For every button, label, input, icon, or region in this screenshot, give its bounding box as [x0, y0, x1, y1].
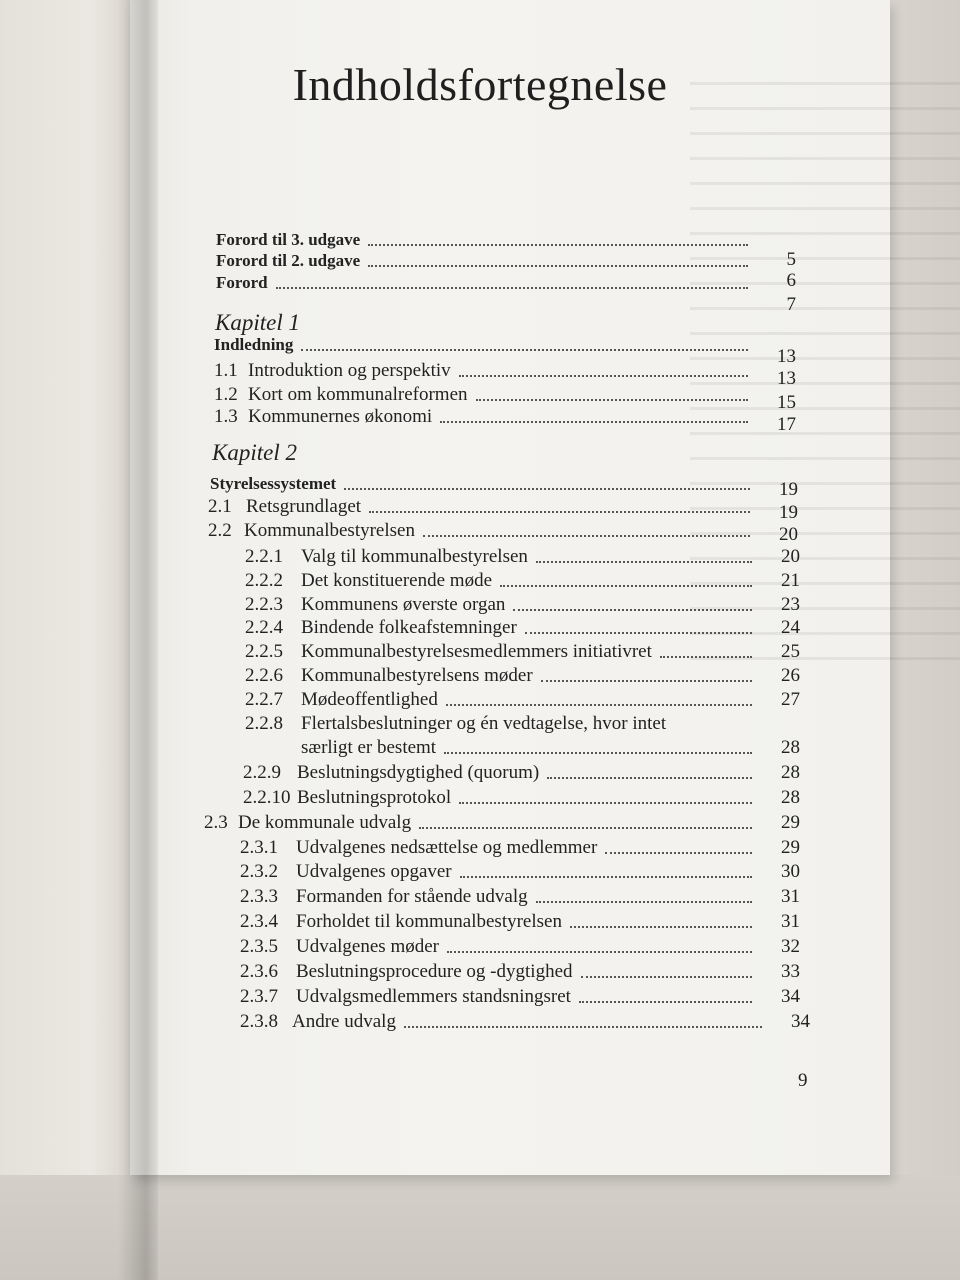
toc-entry-page: 25	[781, 641, 800, 662]
leader-dots	[368, 244, 748, 246]
toc-entry-number: 2.2.10	[243, 787, 291, 808]
page-title: Indholdsfortegnelse	[292, 59, 668, 110]
toc-entry-number: 2.2.2	[245, 570, 283, 591]
toc-entry-page: 28	[781, 762, 800, 783]
leader-dots	[344, 488, 750, 490]
toc-entry-title: Mødeoffentlighed	[301, 689, 438, 710]
toc-entry-page: 20	[781, 546, 800, 567]
toc-entry	[243, 762, 800, 784]
toc-entry-multiline-first	[245, 713, 666, 735]
toc-entry	[240, 1011, 810, 1033]
toc-entry	[240, 986, 800, 1008]
toc-entry	[245, 594, 800, 616]
toc-entry-page: 24	[781, 617, 800, 638]
leader-dots	[404, 1026, 762, 1028]
toc-entry-title: Forholdet til kommunalbestyrelsen	[296, 911, 562, 932]
toc-entry	[214, 406, 796, 435]
toc-entry-title: Forord til 3. udgave	[216, 230, 361, 249]
toc-entry	[240, 837, 800, 859]
toc-entry-number: 2.2.1	[245, 546, 283, 567]
leader-dots	[369, 511, 750, 513]
page-number: 9	[798, 1070, 808, 1091]
toc-entry-page: 29	[781, 837, 800, 858]
leader-dots	[500, 585, 752, 587]
book-gutter-shadow	[118, 0, 158, 1280]
leader-dots	[459, 375, 748, 377]
toc-entry-page: 15	[777, 392, 796, 413]
toc-entry-page: 28	[781, 787, 800, 808]
toc-entry	[240, 861, 800, 883]
toc-entry-number: 2.3.5	[240, 936, 278, 957]
toc-entry-title: Introduktion og perspektiv	[248, 360, 451, 381]
toc-entry-title: Kommunens øverste organ	[301, 594, 506, 615]
toc-entry-number: 2.2.8	[245, 713, 283, 734]
toc-entry-page: 31	[781, 886, 800, 907]
toc-entry-page: 21	[781, 570, 800, 591]
toc-entry	[240, 961, 800, 983]
toc-entry-title: Udvalgenes opgaver	[296, 861, 452, 882]
toc-entry-title: Kommunalbestyrelsen	[244, 520, 415, 541]
toc-entry-number: 2.1	[208, 496, 232, 517]
toc-entry	[208, 496, 798, 523]
toc-entry-title: Andre udvalg	[292, 1011, 396, 1032]
toc-entry-page: 17	[777, 414, 796, 435]
toc-entry-number: 2.3.6	[240, 961, 278, 982]
toc-entry-page: 29	[781, 812, 800, 833]
toc-entry-number: 1.3	[214, 406, 238, 427]
toc-entry-title: De kommunale udvalg	[238, 812, 412, 833]
toc-entry-number: 2.2.4	[245, 617, 283, 638]
toc-entry-title: Formanden for stående udvalg	[296, 886, 528, 907]
toc-section-indledning	[214, 334, 796, 367]
toc-entry-title: Udvalgsmedlemmers standsningsret	[296, 986, 571, 1007]
leader-dots	[368, 265, 748, 267]
toc-entry	[245, 665, 800, 687]
toc-entry-number: 1.1	[214, 360, 238, 381]
toc-entry-number: 2.2.6	[245, 665, 283, 686]
toc-entry-title: Udvalgenes møder	[296, 936, 439, 957]
toc-entry-number: 2.3.4	[240, 911, 278, 932]
chapter-2-label: Kapitel 2	[212, 440, 297, 465]
toc-entry-title: Beslutningsdygtighed (quorum)	[297, 762, 540, 783]
toc-entry	[243, 787, 800, 809]
toc-entry-number: 1.2	[214, 384, 238, 405]
toc-entry-page: 6	[786, 270, 796, 291]
toc-entry-title: Indledning	[214, 335, 294, 354]
leader-dots	[570, 926, 752, 928]
toc-entry-title: Forord til 2. udgave	[216, 251, 361, 270]
leader-dots	[541, 680, 752, 682]
toc-entry-number: 2.2.3	[245, 594, 283, 615]
toc-entry-page: 31	[781, 911, 800, 932]
leader-dots	[460, 876, 752, 878]
toc-entry-title: Retsgrundlaget	[246, 496, 362, 517]
toc-entry-page: 33	[781, 961, 800, 982]
toc-entry-page: 32	[781, 936, 800, 957]
leader-dots	[447, 951, 752, 953]
leader-dots	[440, 421, 748, 423]
leader-dots	[660, 656, 752, 658]
toc-entry-number: 2.2.5	[245, 641, 283, 662]
toc-entry	[245, 570, 800, 592]
leader-dots	[419, 827, 752, 829]
toc-entry-page: 13	[777, 346, 796, 367]
toc-entry-title: Bindende folkeafstemninger	[301, 617, 517, 638]
toc-entry-page: 23	[781, 594, 800, 615]
toc-entry-page: 13	[777, 368, 796, 389]
leader-dots	[581, 976, 752, 978]
toc-entry-title: Flertalsbeslutninger og én vedtagelse, hvor intet	[301, 713, 667, 734]
toc-entry-title: Forord	[216, 273, 268, 292]
toc-entry-page: 20	[779, 524, 798, 545]
toc-entry-page: 34	[781, 986, 800, 1007]
leader-dots	[276, 287, 748, 289]
toc-entry-page: 27	[781, 689, 800, 710]
leader-dots	[579, 1001, 752, 1003]
leader-dots	[536, 901, 752, 903]
toc-entry-number: 2.2.9	[243, 762, 281, 783]
toc-section-styrelsessystemet	[210, 473, 798, 500]
toc-entry-page: 30	[781, 861, 800, 882]
toc-entry	[245, 546, 800, 568]
leader-dots	[444, 752, 752, 754]
leader-dots	[525, 632, 752, 634]
toc-entry-number: 2.3.1	[240, 837, 278, 858]
toc-entry	[245, 617, 800, 639]
chapter-1-label: Kapitel 1	[215, 310, 300, 335]
toc-entry-page: 34	[791, 1011, 810, 1032]
leader-dots	[301, 349, 748, 351]
toc-entry-number: 2.3.3	[240, 886, 278, 907]
toc-entry-page: 5	[786, 249, 796, 270]
toc-entry-title: Beslutningsprotokol	[297, 787, 452, 808]
leader-dots	[446, 704, 752, 706]
leader-dots	[536, 561, 752, 563]
toc-entry-forord	[216, 272, 796, 315]
toc-entry-number: 2.3.8	[240, 1011, 278, 1032]
toc-entry-number: 2.3.2	[240, 861, 278, 882]
toc-entry-number: 2.2	[208, 520, 232, 541]
toc-entry-page: 19	[779, 479, 798, 500]
toc-entry	[245, 689, 800, 711]
toc-entry-page: 7	[786, 294, 796, 315]
toc-entry-title-continued: særligt er bestemt	[301, 737, 437, 758]
toc-entry-title: Kommunernes økonomi	[248, 406, 433, 427]
toc-entry-title: Valg til kommunalbestyrelsen	[301, 546, 528, 567]
leader-dots	[476, 399, 748, 401]
toc-entry-multiline-second	[301, 737, 800, 759]
toc-entry-title: Kort om kommunalreformen	[248, 384, 468, 405]
toc-entry	[245, 641, 800, 663]
toc-entry	[204, 812, 800, 834]
toc-entry-title: Beslutningsprocedure og -dygtighed	[296, 961, 573, 982]
toc-entry-number: 2.2.7	[245, 689, 283, 710]
toc-entry	[208, 520, 798, 545]
toc-entry	[240, 886, 800, 908]
toc-entry-page: 28	[781, 737, 800, 758]
toc-entry-title: Det konstituerende møde	[301, 570, 493, 591]
leader-dots	[513, 609, 752, 611]
toc-entry-number: 2.3.7	[240, 986, 278, 1007]
toc-entry-title: Styrelsessystemet	[210, 474, 337, 493]
toc-entry-title: Udvalgenes nedsættelse og medlemmer	[296, 837, 598, 858]
toc-entry-page: 26	[781, 665, 800, 686]
toc-entry	[240, 911, 800, 933]
toc-entry	[214, 384, 796, 413]
toc-entry	[240, 936, 800, 958]
leader-dots	[547, 777, 752, 779]
toc-entry-page: 19	[779, 502, 798, 523]
toc-entry-title: Kommunalbestyrelsens møder	[301, 665, 533, 686]
toc-entry	[214, 360, 796, 389]
toc-entry-title: Kommunalbestyrelsesmedlemmers initiativret	[301, 641, 652, 662]
leader-dots	[605, 852, 752, 854]
leader-dots	[423, 535, 750, 537]
toc-entry-number: 2.3	[204, 812, 228, 833]
toc-entry-forord-2	[216, 250, 796, 291]
leader-dots	[459, 802, 752, 804]
